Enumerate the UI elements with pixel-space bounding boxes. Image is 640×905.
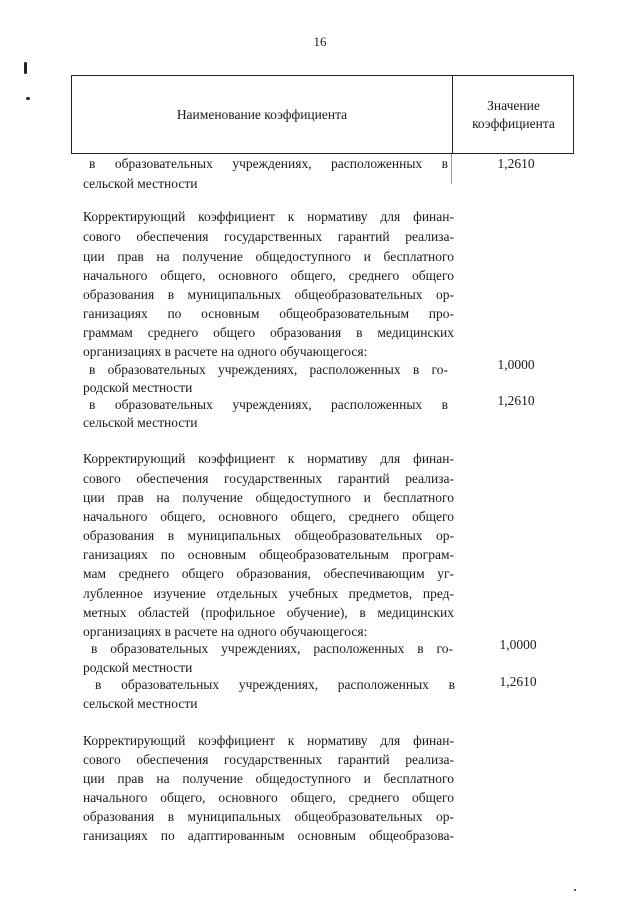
paragraph-line: Корректирующий коэффициент к нормативу для финан- bbox=[83, 451, 454, 466]
paragraph-line: метных областей (профильное обучение), в медицинских bbox=[83, 605, 454, 620]
paragraph-line: ции прав на получение общедоступного и бесплатного bbox=[83, 249, 454, 264]
row-text-line: в образовательных учреждениях, расположенных в bbox=[89, 156, 448, 171]
paragraph-line: мам среднего общего образования, обеспечивающим уг- bbox=[83, 566, 454, 581]
header-value-line: коэффициента bbox=[472, 115, 555, 131]
paragraph-line: начального общего, основного общего, среднего общего bbox=[83, 790, 454, 805]
paragraph-line: Корректирующий коэффициент к нормативу для финан- bbox=[83, 209, 454, 224]
header-value-line: Значение bbox=[487, 97, 540, 113]
row-text-line: в образовательных учреждениях, расположенных в го- bbox=[89, 362, 448, 377]
scan-speck bbox=[574, 889, 576, 891]
row-text-line: сельской местности bbox=[83, 176, 198, 191]
paragraph-line: ции прав на получение общедоступного и бесплатного bbox=[83, 771, 454, 786]
paragraph-line: сового обеспечения государственных гарантий реализа- bbox=[83, 471, 454, 486]
page-number: 16 bbox=[313, 34, 327, 49]
paragraph-line: ганизациях по основным общеобразовательным про- bbox=[83, 306, 454, 321]
paragraph-line: граммам среднего общего образования в медицинских bbox=[83, 325, 454, 340]
row-text-line: в образовательных учреждениях, расположенных в го- bbox=[91, 641, 453, 656]
row-text-line: сельской местности bbox=[83, 415, 198, 430]
paragraph-line: ганизациях по основным общеобразовательным програм- bbox=[83, 547, 454, 562]
paragraph-line: образования в муниципальных общеобразовательных ор- bbox=[83, 287, 454, 302]
row-text-line: сельской местности bbox=[83, 696, 198, 711]
paragraph-line: ганизациях по адаптированным основным общеобразова- bbox=[83, 828, 454, 843]
paragraph-line: образования в муниципальных общеобразовательных ор- bbox=[83, 528, 454, 543]
paragraph-line: ции прав на получение общедоступного и бесплатного bbox=[83, 490, 454, 505]
coefficient-value: 1,2610 bbox=[499, 674, 537, 689]
paragraph-line: Корректирующий коэффициент к нормативу для финан- bbox=[83, 733, 454, 748]
paragraph-line: сового обеспечения государственных гарантий реализа- bbox=[83, 752, 454, 767]
scan-speck bbox=[24, 62, 27, 74]
scan-speck bbox=[26, 97, 30, 100]
header-name-column: Наименование коэффициента bbox=[176, 106, 348, 122]
coefficient-value: 1,0000 bbox=[499, 637, 537, 652]
coefficient-value: 1,2610 bbox=[497, 393, 535, 408]
paragraph-line: лубленное изучение отдельных учебных предметов, пред- bbox=[83, 586, 454, 601]
paragraph-line: образования в муниципальных общеобразовательных ор- bbox=[83, 809, 454, 824]
row-text-line: в образовательных учреждениях, расположенных в bbox=[89, 397, 448, 412]
row-text-line: родской местности bbox=[83, 380, 193, 395]
paragraph-line: начального общего, основного общего, среднего общего bbox=[83, 268, 454, 283]
row-text-line: родской местности bbox=[83, 660, 193, 675]
paragraph-line: начального общего, основного общего, среднего общего bbox=[83, 509, 454, 524]
paragraph-line: сового обеспечения государственных гарантий реализа- bbox=[83, 229, 454, 244]
paragraph-line: организациях в расчете на одного обучающегося: bbox=[83, 344, 368, 359]
coefficient-value: 1,2610 bbox=[497, 156, 535, 171]
header-value-column bbox=[453, 76, 574, 153]
table-header bbox=[71, 75, 574, 154]
coefficient-value: 1,0000 bbox=[497, 357, 535, 372]
row-text-line: в образовательных учреждениях, расположенных в bbox=[95, 677, 455, 692]
paragraph-line: организациях в расчете на одного обучающегося: bbox=[83, 624, 368, 639]
